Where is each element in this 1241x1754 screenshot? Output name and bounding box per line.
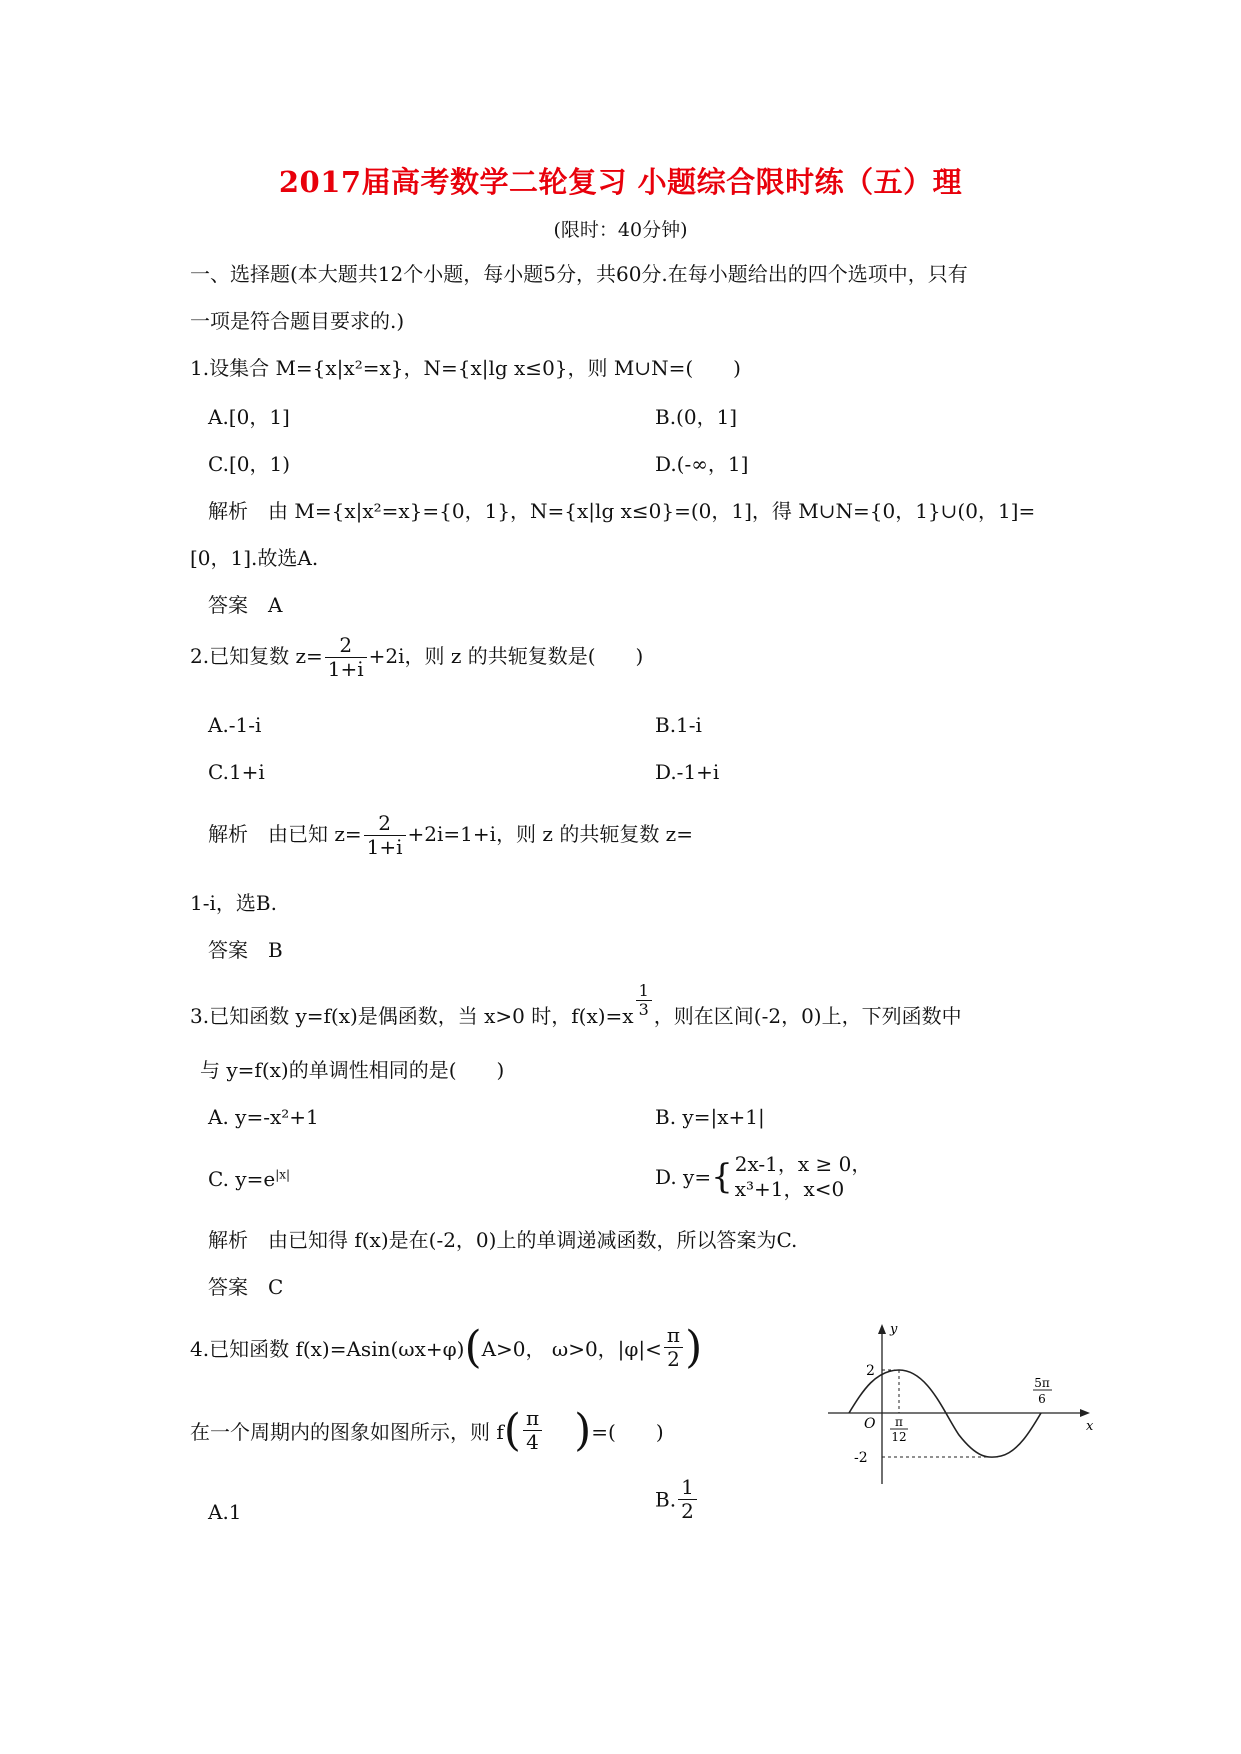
q4-pi-2: π — [523, 1407, 542, 1431]
q3-exp-den: 3 — [638, 1000, 649, 1020]
q2-analysis-line1 — [208, 812, 693, 859]
q2-fraction — [325, 634, 367, 681]
q3-stem — [190, 982, 962, 1029]
q1-option-b: B.(0，1] — [655, 405, 738, 429]
q4-option-b-den: 2 — [681, 1499, 694, 1523]
q4-option-a: A.1 — [208, 1500, 242, 1524]
q2-frac-num: 2 — [325, 634, 367, 658]
q1-stem: 1.设集合 M={x|x²=x}，N={x|lg x≤0}，则 M∪N=( ) — [190, 356, 741, 380]
q4-condition: A>0， ω>0，|φ|< — [481, 1337, 662, 1361]
paren-right-icon: ) — [685, 1322, 703, 1373]
q1-option-d: D.(-∞，1] — [655, 452, 749, 476]
paren-left-icon: ( — [503, 1405, 521, 1456]
q2-analysis-frac-num: 2 — [364, 812, 406, 836]
y-axis-label: y — [890, 1322, 898, 1337]
q2-stem-pre: 2.已知复数 z= — [190, 644, 323, 668]
q2-stem — [190, 634, 643, 681]
q4-four: 4 — [526, 1430, 539, 1454]
q2-analysis-pre: 解析 由已知 z= — [208, 822, 362, 846]
q3-option-a: A. y=-x²+1 — [208, 1105, 319, 1129]
q4-option-b-fraction — [678, 1476, 697, 1523]
origin-label: O — [864, 1416, 876, 1432]
q3-stem-post: ，则在区间(-2，0)上，下列函数中 — [653, 1004, 962, 1029]
q2-option-d: D.-1+i — [655, 760, 720, 784]
q3-option-d-cases — [735, 1152, 872, 1202]
q4-two: 2 — [667, 1347, 680, 1371]
q3-exp-num: 1 — [636, 982, 652, 1001]
x-axis-label: x — [1086, 1419, 1094, 1434]
q4-option-b — [655, 1476, 699, 1523]
y-max-label: 2 — [866, 1363, 875, 1379]
q1-option-a: A.[0，1] — [208, 405, 290, 429]
x-mark-12: 12 — [891, 1430, 907, 1444]
q2-option-b: B.1-i — [655, 713, 702, 737]
q1-analysis-line1: 解析 由 M={x|x²=x}={0，1}，N={x|lg x≤0}=(0，1]，得 M∪N={0，1}∪(0，1]= — [208, 499, 1036, 523]
q2-answer: 答案 B — [208, 938, 283, 962]
q2-stem-post: +2i，则 z 的共轭复数是( ) — [368, 644, 644, 668]
q3-analysis: 解析 由已知得 f(x)是在(-2，0)上的单调递减函数，所以答案为C. — [208, 1228, 798, 1252]
q1-option-c: C.[0，1) — [208, 452, 291, 476]
q2-analysis-line2: 1-i，选B. — [190, 891, 277, 915]
q4-option-b-pre: B. — [655, 1487, 677, 1512]
q2-analysis-post: +2i=1+i，则 z 的共轭复数 z= — [407, 822, 693, 846]
q3-option-d-case2: x³+1，x<0 — [734, 1177, 845, 1201]
q2-analysis-fraction — [364, 812, 406, 859]
q2-option-a: A.-1-i — [208, 713, 262, 737]
x-mark-pi: π — [895, 1415, 903, 1429]
q4-pi: π — [664, 1324, 683, 1348]
q4-stem-line2 — [190, 1405, 664, 1456]
q2-option-c: C.1+i — [208, 760, 265, 784]
paren-left-icon: ( — [464, 1322, 482, 1373]
sine-graph-figure — [828, 1318, 1098, 1486]
q3-answer: 答案 C — [208, 1275, 284, 1299]
q1-analysis-line2: [0，1].故选A. — [190, 546, 319, 570]
page-title: 2017届高考数学二轮复习 小题综合限时练（五）理 — [278, 165, 963, 199]
x-end-6: 6 — [1038, 1392, 1046, 1406]
y-min-label: -2 — [854, 1450, 868, 1466]
q4-pi-over-2 — [664, 1324, 683, 1371]
q3-exponent — [636, 982, 652, 1020]
q4-pi-over-4 — [523, 1407, 542, 1454]
time-limit: (限时：40分钟) — [553, 219, 688, 241]
q4-option-b-num: 1 — [678, 1476, 697, 1500]
q2-frac-den: 1+i — [327, 657, 364, 681]
y-axis-arrow-icon — [878, 1324, 886, 1334]
section-intro-line2: 一项是符合题目要求的.) — [190, 309, 405, 333]
section-intro-line1: 一、选择题(本大题共12个小题，每小题5分，共60分.在每小题给出的四个选项中，只有 — [190, 262, 968, 286]
x-end-5pi: 5π — [1034, 1376, 1050, 1390]
q3-option-d — [655, 1152, 871, 1202]
q3-option-d-pre: D. y= — [655, 1165, 712, 1189]
q2-analysis-frac-den: 1+i — [366, 835, 403, 859]
q4-stem — [190, 1322, 702, 1373]
q3-option-b: B. y=|x+1| — [655, 1105, 765, 1129]
paren-right-icon: ) — [574, 1405, 592, 1456]
q3-option-c-text: C. y=e — [208, 1167, 276, 1191]
q3-option-c-sup: |x| — [275, 1167, 291, 1182]
brace-icon: { — [711, 1157, 733, 1197]
q3-stem-line2: 与 y=f(x)的单调性相同的是( ) — [200, 1058, 505, 1082]
x-axis-arrow-icon — [1080, 1409, 1090, 1417]
q1-answer: 答案 A — [208, 593, 283, 617]
q4-stem2-pre: 在一个周期内的图象如图所示，则 f — [190, 1420, 504, 1444]
q4-stem2-post: =( ) — [591, 1420, 664, 1444]
q3-option-d-case1: 2x-1，x ≥ 0， — [734, 1152, 872, 1176]
q3-stem-pre: 3.已知函数 y=f(x)是偶函数，当 x>0 时，f(x)=x — [190, 1004, 634, 1029]
q3-option-c — [208, 1167, 290, 1191]
q4-stem-pre: 4.已知函数 f(x)=Asin(ωx+φ) — [190, 1337, 465, 1361]
